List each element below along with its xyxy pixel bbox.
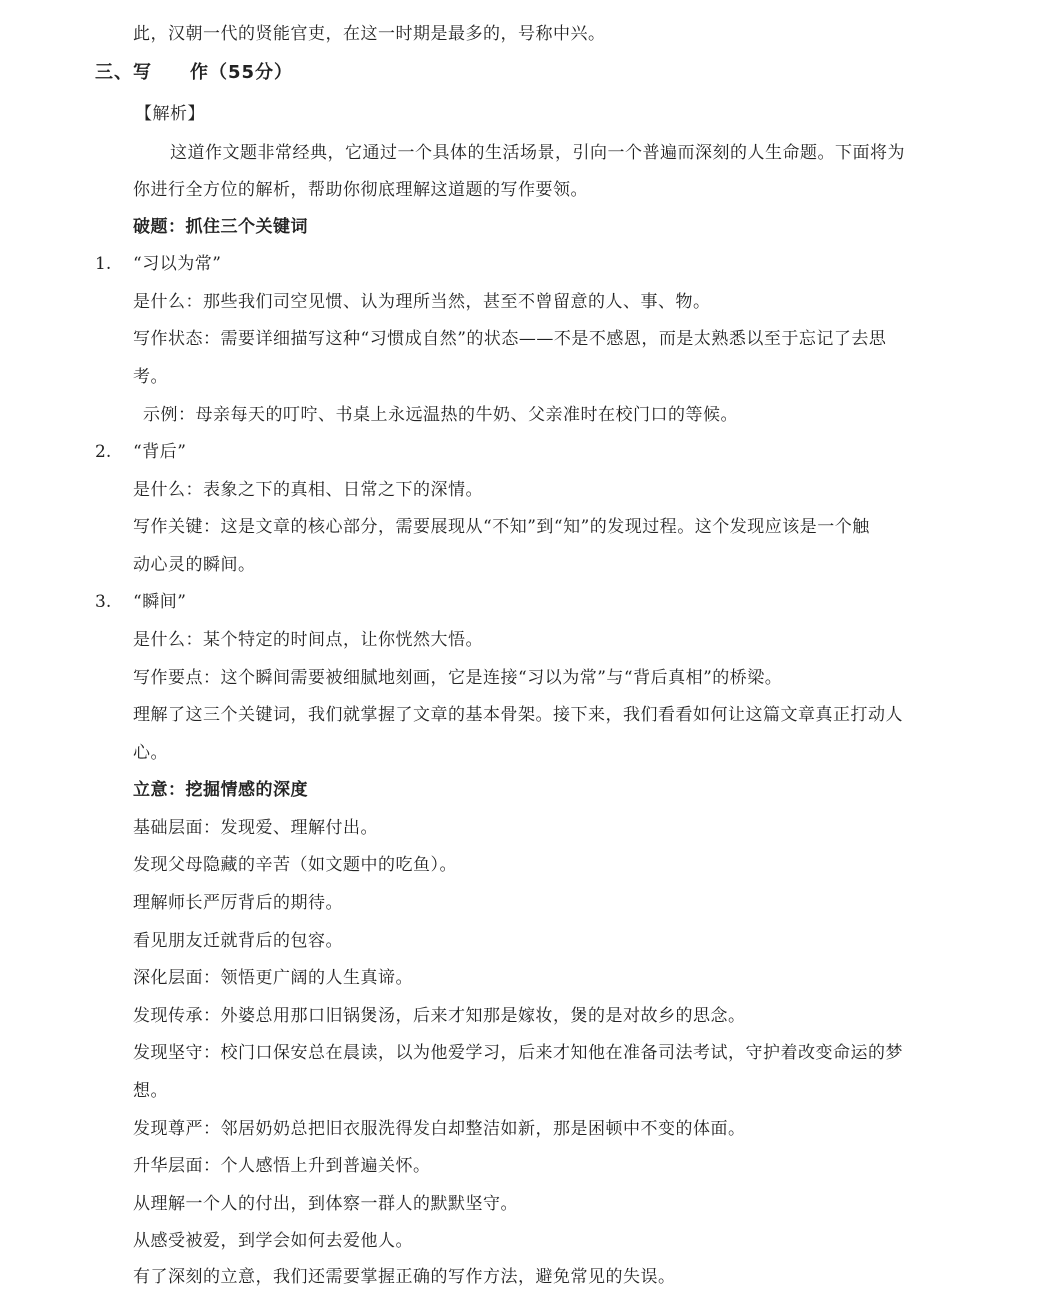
list-item-title: “习以为常” (133, 254, 222, 274)
text-line: 写作状态：需要详细描写这种“习惯成自然”的状态——不是不感恩，而是太熟悉以至于忘记了去思 (133, 329, 887, 349)
text-line: 发现尊严：邻居奶奶总把旧衣服洗得发白却整洁如新，那是困顿中不变的体面。 (133, 1119, 746, 1139)
text-line: 心。 (133, 743, 168, 763)
text-line: 你进行全方位的解析，帮助你彻底理解这道题的写作要领。 (133, 180, 588, 200)
list-number: 2. (95, 442, 112, 462)
text-line: 发现坚守：校门口保安总在晨读，以为他爱学习，后来才知他在准备司法考试，守护着改变命运的梦 (133, 1043, 903, 1063)
text-line: 动心灵的瞬间。 (133, 555, 256, 575)
text-line: 理解了这三个关键词，我们就掌握了文章的基本骨架。接下来，我们看看如何让这篇文章真正打动人 (133, 705, 903, 725)
analysis-label: 【解析】 (135, 104, 205, 124)
text-line: 这道作文题非常经典，它通过一个具体的生活场景，引向一个普遍而深刻的人生命题。下面将为 (170, 143, 905, 163)
text-line: 写作要点：这个瞬间需要被细腻地刻画，它是连接“习以为常”与“背后真相”的桥梁。 (133, 668, 783, 688)
text-line: 有了深刻的立意，我们还需要掌握正确的写作方法，避免常见的失误。 (133, 1267, 676, 1287)
text-line: 想。 (133, 1081, 168, 1101)
list-item-title: “背后” (133, 442, 187, 462)
text-line: 从感受被爱，到学会如何去爱他人。 (133, 1231, 413, 1251)
text-line: 从理解一个人的付出，到体察一群人的默默坚守。 (133, 1194, 518, 1214)
text-line: 看见朋友迁就背后的包容。 (133, 931, 343, 951)
text-line: 理解师长严厉背后的期待。 (133, 893, 343, 913)
section-heading: 三、写 作（55分） (95, 62, 294, 83)
list-number: 1. (95, 254, 112, 274)
text-line: 深化层面：领悟更广阔的人生真谛。 (133, 968, 413, 988)
text-line: 是什么：那些我们司空见惯、认为理所当然，甚至不曾留意的人、事、物。 (133, 292, 711, 312)
text-line: 考。 (133, 367, 168, 387)
text-line: 发现传承：外婆总用那口旧锅煲汤，后来才知那是嫁妆，煲的是对故乡的思念。 (133, 1006, 746, 1026)
list-item-title: “瞬间” (133, 592, 187, 612)
text-line: 写作关键：这是文章的核心部分，需要展现从“不知”到“知”的发现过程。这个发现应该是一个触 (133, 517, 870, 537)
subheading: 破题：抓住三个关键词 (133, 217, 308, 237)
text-line: 基础层面：发现爱、理解付出。 (133, 818, 378, 838)
text-line: 升华层面：个人感悟上升到普遍关怀。 (133, 1156, 431, 1176)
text-line: 发现父母隐藏的辛苦（如文题中的吃鱼）。 (133, 855, 457, 875)
text-line: 是什么：某个特定的时间点，让你恍然大悟。 (133, 630, 483, 650)
list-number: 3. (95, 592, 112, 612)
text-line: 此，汉朝一代的贤能官吏，在这一时期是最多的，号称中兴。 (133, 24, 606, 44)
subheading: 立意：挖掘情感的深度 (133, 780, 308, 800)
text-line: 示例：母亲每天的叮咛、书桌上永远温热的牛奶、父亲准时在校门口的等候。 (143, 405, 738, 425)
text-line: 是什么：表象之下的真相、日常之下的深情。 (133, 480, 483, 500)
